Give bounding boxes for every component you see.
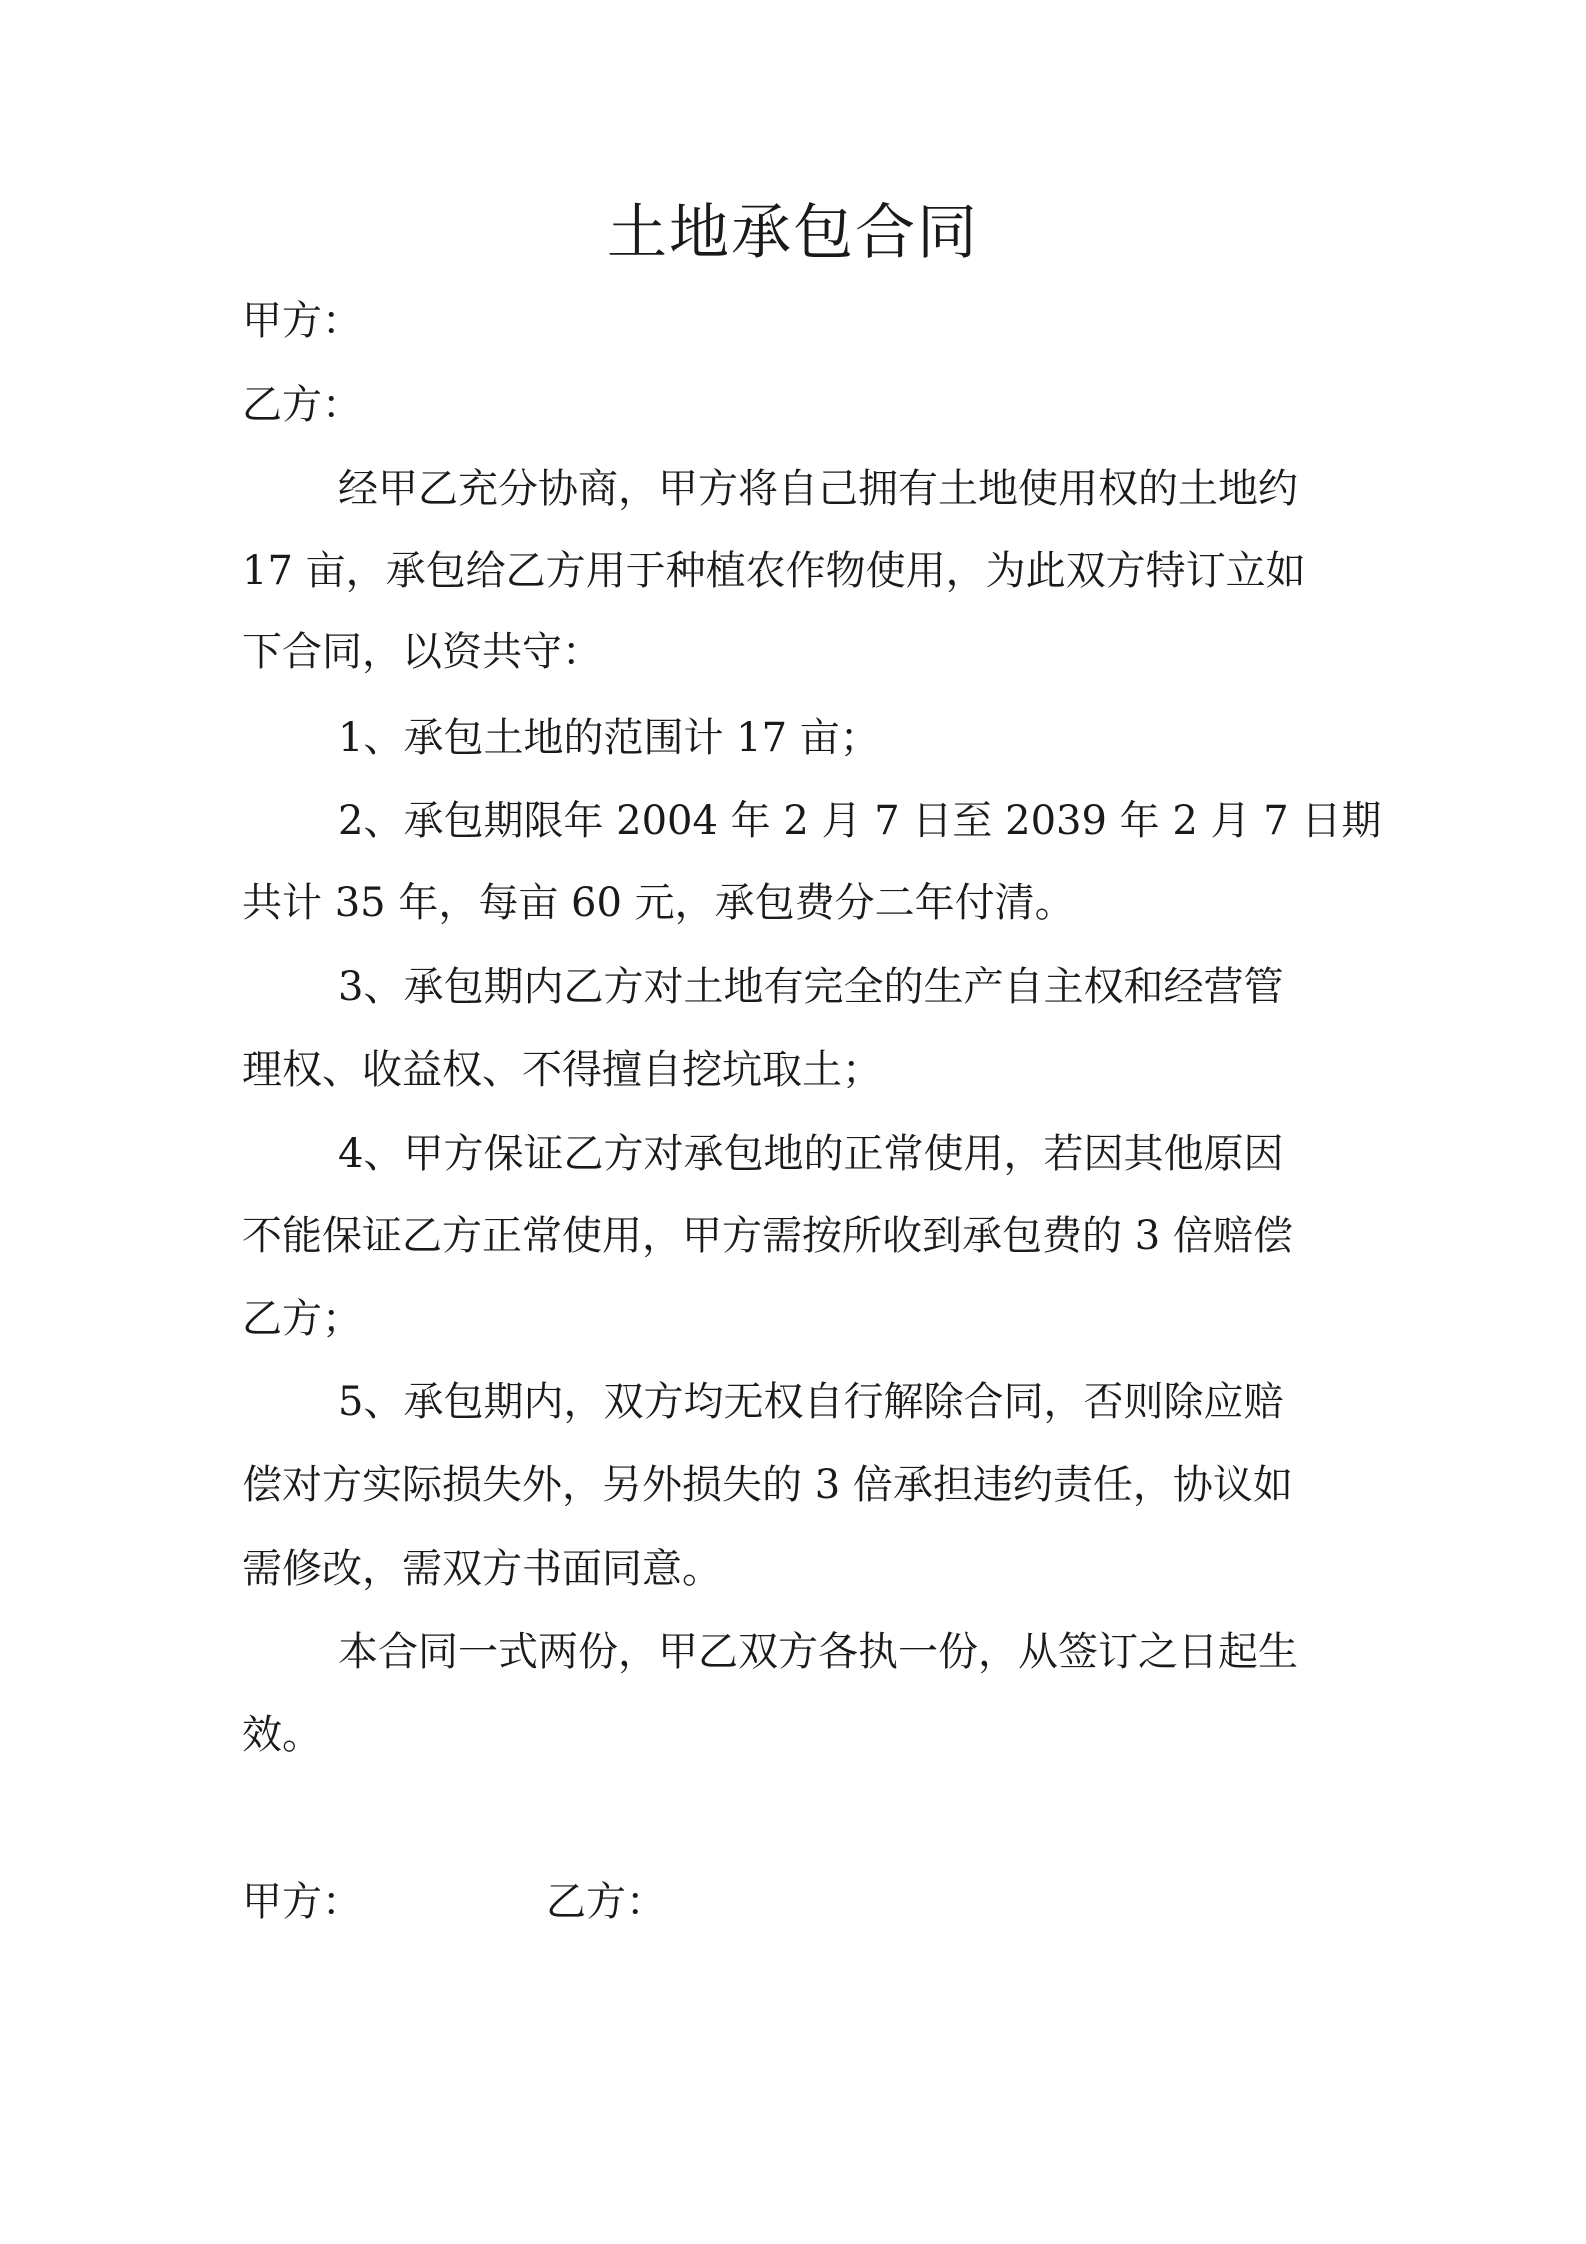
document-title: 土地承包合同 [607,198,979,268]
party-a-label: 甲方： [242,298,362,344]
clause-4-line-2: 不能保证乙方正常使用，甲方需按所收到承包费的 3 倍赔偿 [242,1213,1293,1259]
clause-3-line-2: 理权、收益权、不得擅自挖坑取土； [242,1047,882,1093]
clause-5-line-3: 需修改，需双方书面同意。 [242,1546,722,1592]
clause-5-line-1: 5、承包期内，双方均无权自行解除合同，否则除应赔 [338,1379,1284,1425]
closing-line-1: 本合同一式两份，甲乙双方各执一份，从签订之日起生 [338,1629,1298,1675]
clause-2-line-2: 共计 35 年，每亩 60 元，承包费分二年付清。 [242,880,1075,926]
closing-line-2: 效。 [242,1712,322,1758]
clause-4-line-1: 4、甲方保证乙方对承包地的正常使用，若因其他原因 [338,1131,1284,1177]
intro-line-3: 下合同，以资共守： [242,629,602,675]
signature-party-a: 甲方： [242,1879,362,1925]
party-b-label: 乙方： [242,382,362,428]
intro-line-1: 经甲乙充分协商，甲方将自己拥有土地使用权的土地约 [338,466,1298,512]
intro-line-2: 17 亩，承包给乙方用于种植农作物使用，为此双方特订立如 [242,548,1306,594]
clause-2-line-1: 2、承包期限年 2004 年 2 月 7 日至 2039 年 2 月 7 日期 [338,798,1382,844]
clause-4-line-3: 乙方； [242,1296,362,1342]
signature-party-b: 乙方： [546,1879,666,1925]
clause-1-line-1: 1、承包土地的范围计 17 亩； [338,715,880,761]
clause-5-line-2: 偿对方实际损失外，另外损失的 3 倍承担违约责任，协议如 [242,1462,1293,1508]
clause-3-line-1: 3、承包期内乙方对土地有完全的生产自主权和经营管 [338,964,1284,1010]
